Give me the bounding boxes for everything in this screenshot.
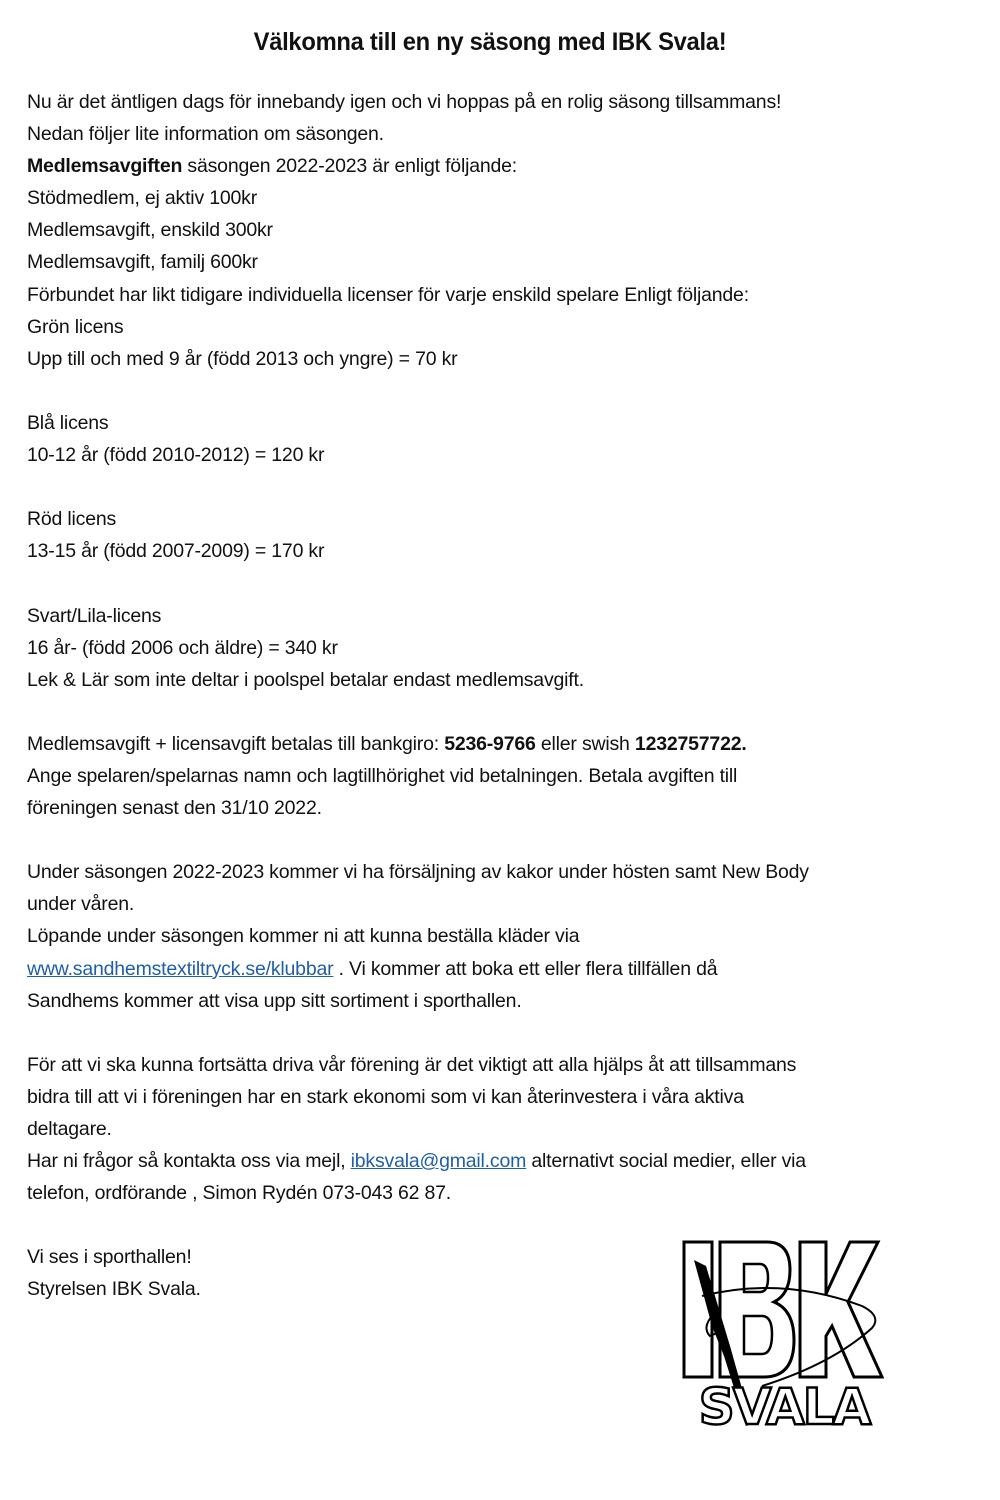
document-body: [27, 86, 967, 1306]
payment-line-1: [27, 728, 967, 760]
licenses-intro: Förbundet har likt tidigare individuella licenser för varje enskild spelare Enligt följande:: [27, 283, 749, 306]
license-name-black-purple: Svart/Lila-licens: [27, 604, 162, 627]
swish-number: 1232757722.: [634, 732, 747, 755]
fee-item: Medlemsavgift, enskild 300kr: [27, 219, 273, 242]
contact-suffix: alternativt social medier, eller via: [526, 1150, 806, 1173]
intro-line-2: Nedan följer lite information om säsongen.: [27, 123, 384, 146]
license-detail-green: Upp till och med 9 år (född 2013 och yngre) = 70 kr: [27, 347, 458, 370]
logo-text-svala: SVALA: [698, 1378, 870, 1431]
membership-heading: [27, 150, 967, 182]
closing-signature: Styrelsen IBK Svala.: [27, 1278, 201, 1301]
closing-line-1: Vi ses i sporthallen!: [27, 1246, 192, 1269]
membership-heading-rest: säsongen 2022-2023 är enligt följande:: [182, 155, 518, 178]
license-detail-red: 13-15 år (född 2007-2009) = 170 kr: [27, 540, 325, 563]
spacer: [27, 567, 967, 599]
contact-line-1: [27, 1145, 967, 1177]
clothing-shop-link[interactable]: www.sandhemstextiltryck.se/klubbar: [27, 957, 334, 980]
ibk-svala-logo: [672, 1236, 902, 1431]
sales-line-4: [27, 953, 967, 985]
fee-item: Stödmedlem, ej aktiv 100kr: [27, 187, 257, 210]
sales-line-4-rest: . Vi kommer att boka ett eller flera tillfällen då: [333, 957, 718, 980]
license-detail-black-purple: 16 år- (född 2006 och äldre) = 340 kr: [27, 636, 338, 659]
economy-line-3: deltagare.: [27, 1118, 112, 1140]
spacer: [27, 1017, 967, 1049]
bankgiro-number: 5236-9766: [444, 732, 536, 755]
economy-line-1: För att vi ska kunna fortsätta driva vår förening är det viktigt att alla hjälps åt att tillsammans: [27, 1053, 797, 1076]
payment-middle: eller swish: [535, 732, 635, 755]
payment-prefix: Medlemsavgift + licensavgift betalas till bankgiro:: [27, 732, 445, 755]
spacer: [27, 696, 967, 728]
sales-line-2: under våren.: [27, 893, 135, 916]
contact-prefix: Har ni frågor så kontakta oss via mejl,: [27, 1150, 351, 1173]
spacer: [27, 375, 967, 407]
intro-line-1: Nu är det äntligen dags för innebandy igen och vi hoppas på en rolig säsong tillsammans!: [27, 91, 782, 113]
spacer: [27, 471, 967, 503]
membership-heading-bold: Medlemsavgiften: [27, 155, 183, 178]
licenses-note: Lek & Lär som inte deltar i poolspel betalar endast medlemsavgift.: [27, 668, 584, 691]
sales-line-3: Löpande under säsongen kommer ni att kunna beställa kläder via: [27, 925, 580, 948]
license-name-green: Grön licens: [27, 315, 124, 338]
license-detail-blue: 10-12 år (född 2010-2012) = 120 kr: [27, 444, 325, 467]
page-title: Välkomna till en ny säsong med IBK Svala!: [253, 28, 727, 56]
contact-line-2: telefon, ordförande , Simon Rydén 073-043 62 87.: [27, 1182, 452, 1205]
license-name-red: Röd licens: [27, 508, 117, 531]
sales-line-5: Sandhems kommer att visa upp sitt sortiment i sporthallen.: [27, 989, 522, 1012]
fee-item: Medlemsavgift, familj 600kr: [27, 251, 258, 274]
spacer: [27, 824, 967, 856]
payment-line-3: föreningen senast den 31/10 2022.: [27, 797, 322, 820]
sales-line-1: Under säsongen 2022-2023 kommer vi ha försäljning av kakor under hösten samt New Body: [27, 861, 809, 884]
payment-line-2: Ange spelaren/spelarnas namn och lagtillhörighet vid betalningen. Betala avgiften till: [27, 764, 738, 787]
license-name-blue: Blå licens: [27, 411, 109, 434]
email-link[interactable]: ibksvala@gmail.com: [350, 1150, 527, 1173]
economy-line-2: bidra till att vi i föreningen har en stark ekonomi som vi kan återinvestera i våra aktiva: [27, 1085, 744, 1108]
